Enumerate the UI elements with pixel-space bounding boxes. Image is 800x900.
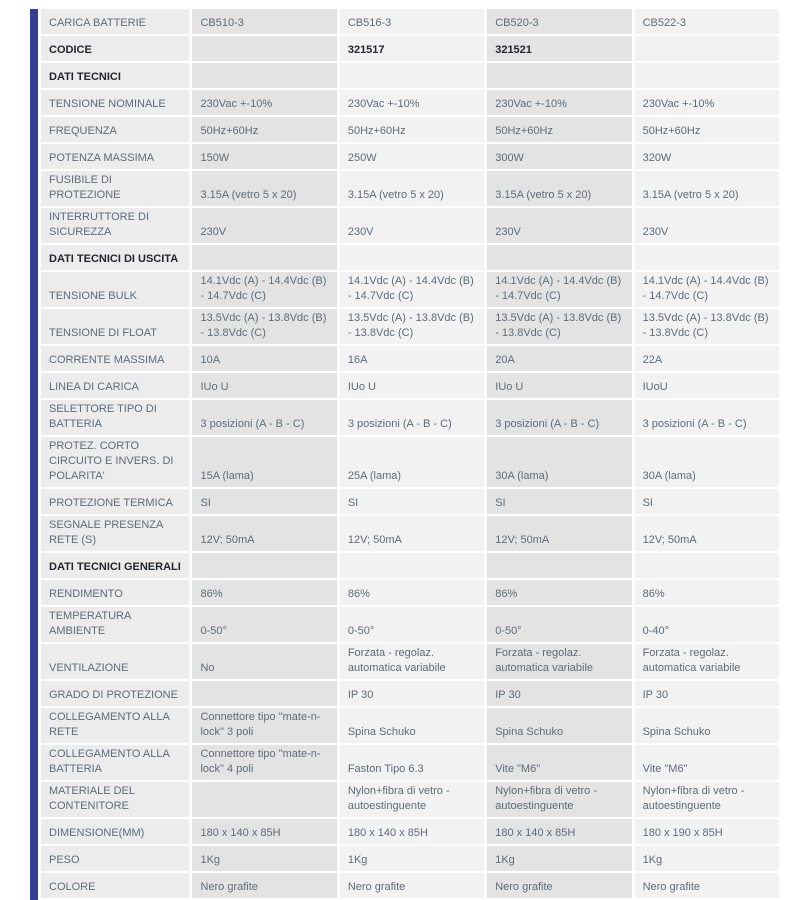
table-row — [41, 553, 779, 578]
spec-table-body — [41, 9, 779, 898]
value-cell — [192, 681, 336, 706]
value-cell: 0-50° — [340, 607, 484, 642]
value-cell — [192, 245, 336, 270]
value-cell: CB510-3 — [192, 9, 336, 34]
value-cell: 16A — [340, 346, 484, 371]
row-label: DIMENSIONE(MM) — [41, 819, 189, 844]
value-cell: 86% — [340, 580, 484, 605]
value-cell: 321517 — [340, 36, 484, 61]
table-row — [41, 245, 779, 270]
value-cell: 230Vac +-10% — [192, 90, 336, 115]
value-cell: IUo U — [340, 373, 484, 398]
value-cell: No — [192, 644, 336, 679]
row-label: CORRENTE MASSIMA — [41, 346, 189, 371]
value-cell: Nero grafite — [192, 873, 336, 898]
value-cell: IUo U — [192, 373, 336, 398]
accent-bar — [30, 9, 38, 900]
value-cell: 230V — [635, 208, 779, 243]
value-cell — [192, 553, 336, 578]
row-label: INTERRUTTORE DI SICUREZZA — [41, 208, 189, 243]
value-cell: 180 x 190 x 85H — [635, 819, 779, 844]
value-cell — [635, 36, 779, 61]
value-cell: 250W — [340, 144, 484, 169]
table-row — [41, 819, 779, 844]
value-cell — [487, 553, 631, 578]
value-cell: 22A — [635, 346, 779, 371]
value-cell: Spina Schuko — [340, 708, 484, 743]
row-label: LINEA DI CARICA — [41, 373, 189, 398]
value-cell: 180 x 140 x 85H — [340, 819, 484, 844]
table-row — [41, 36, 779, 61]
value-cell: 10A — [192, 346, 336, 371]
value-cell: 3.15A (vetro 5 x 20) — [340, 171, 484, 206]
value-cell — [340, 63, 484, 88]
value-cell: Faston Tipo 6.3 — [340, 745, 484, 780]
value-cell: CB516-3 — [340, 9, 484, 34]
value-cell: 1Kg — [340, 846, 484, 871]
value-cell: 0-50° — [487, 607, 631, 642]
value-cell: 1Kg — [635, 846, 779, 871]
row-label: MATERIALE DEL CONTENITORE — [41, 782, 189, 817]
value-cell: Forzata - regolaz. automatica variabile — [635, 644, 779, 679]
row-label: TEMPERATURA AMBIENTE — [41, 607, 189, 642]
value-cell: Connettore tipo "mate-n-lock" 3 poli — [192, 708, 336, 743]
table-row — [41, 708, 779, 743]
table-row — [41, 171, 779, 206]
value-cell: 230V — [487, 208, 631, 243]
value-cell — [487, 63, 631, 88]
value-cell: SI — [635, 489, 779, 514]
value-cell: 14.1Vdc (A) - 14.4Vdc (B) - 14.7Vdc (C) — [487, 272, 631, 307]
value-cell: 30A (lama) — [635, 437, 779, 487]
value-cell: 0-40° — [635, 607, 779, 642]
row-label: FREQUENZA — [41, 117, 189, 142]
value-cell: Forzata - regolaz. automatica variabile — [487, 644, 631, 679]
value-cell: Vite "M6" — [487, 745, 631, 780]
value-cell: 180 x 140 x 85H — [487, 819, 631, 844]
row-label: FUSIBILE DI PROTEZIONE — [41, 171, 189, 206]
value-cell: 300W — [487, 144, 631, 169]
value-cell: 86% — [635, 580, 779, 605]
row-label: COLORE — [41, 873, 189, 898]
value-cell: Forzata - regolaz. automatica variabile — [340, 644, 484, 679]
value-cell: 321521 — [487, 36, 631, 61]
value-cell: 12V; 50mA — [192, 516, 336, 551]
value-cell: 320W — [635, 144, 779, 169]
value-cell: SI — [487, 489, 631, 514]
value-cell: 230Vac +-10% — [487, 90, 631, 115]
row-label: CARICA BATTERIE — [41, 9, 189, 34]
value-cell: 50Hz+60Hz — [192, 117, 336, 142]
value-cell: 12V; 50mA — [340, 516, 484, 551]
value-cell — [192, 63, 336, 88]
row-label: GRADO DI PROTEZIONE — [41, 681, 189, 706]
value-cell: 13.5Vdc (A) - 13.8Vdc (B) - 13.8Vdc (C) — [340, 309, 484, 344]
table-row — [41, 873, 779, 898]
value-cell — [635, 63, 779, 88]
value-cell: Nero grafite — [340, 873, 484, 898]
value-cell: 180 x 140 x 85H — [192, 819, 336, 844]
value-cell: 50Hz+60Hz — [340, 117, 484, 142]
table-row — [41, 117, 779, 142]
value-cell: 3 posizioni (A - B - C) — [192, 400, 336, 435]
value-cell: Nylon+fibra di vetro - autoestinguente — [487, 782, 631, 817]
value-cell: Nero grafite — [635, 873, 779, 898]
table-row — [41, 580, 779, 605]
value-cell: Nero grafite — [487, 873, 631, 898]
value-cell: Spina Schuko — [635, 708, 779, 743]
row-label: PROTEZIONE TERMICA — [41, 489, 189, 514]
value-cell: 150W — [192, 144, 336, 169]
table-row — [41, 63, 779, 88]
value-cell: 13.5Vdc (A) - 13.8Vdc (B) - 13.8Vdc (C) — [635, 309, 779, 344]
value-cell: Spina Schuko — [487, 708, 631, 743]
table-row — [41, 681, 779, 706]
row-label: SEGNALE PRESENZA RETE (S) — [41, 516, 189, 551]
row-label: TENSIONE BULK — [41, 272, 189, 307]
table-row — [41, 400, 779, 435]
value-cell — [635, 553, 779, 578]
table-row — [41, 9, 779, 34]
value-cell: 25A (lama) — [340, 437, 484, 487]
value-cell: 13.5Vdc (A) - 13.8Vdc (B) - 13.8Vdc (C) — [487, 309, 631, 344]
value-cell: 3.15A (vetro 5 x 20) — [487, 171, 631, 206]
row-label: COLLEGAMENTO ALLA BATTERIA — [41, 745, 189, 780]
spec-table — [38, 7, 782, 900]
value-cell: SI — [192, 489, 336, 514]
row-label: DATI TECNICI DI USCITA — [41, 245, 189, 270]
value-cell: 20A — [487, 346, 631, 371]
table-row — [41, 90, 779, 115]
value-cell: 14.1Vdc (A) - 14.4Vdc (B) - 14.7Vdc (C) — [192, 272, 336, 307]
value-cell: 3 posizioni (A - B - C) — [487, 400, 631, 435]
value-cell: Vite "M6" — [635, 745, 779, 780]
value-cell: CB520-3 — [487, 9, 631, 34]
value-cell — [635, 245, 779, 270]
value-cell: 13.5Vdc (A) - 13.8Vdc (B) - 13.8Vdc (C) — [192, 309, 336, 344]
table-row — [41, 644, 779, 679]
row-label: TENSIONE NOMINALE — [41, 90, 189, 115]
value-cell: 15A (lama) — [192, 437, 336, 487]
table-row — [41, 516, 779, 551]
table-row — [41, 846, 779, 871]
table-row — [41, 272, 779, 307]
value-cell: Connettore tipo "mate-n-lock" 4 poli — [192, 745, 336, 780]
row-label: COLLEGAMENTO ALLA RETE — [41, 708, 189, 743]
value-cell: 230V — [340, 208, 484, 243]
value-cell: 1Kg — [487, 846, 631, 871]
table-row — [41, 346, 779, 371]
value-cell: 14.1Vdc (A) - 14.4Vdc (B) - 14.7Vdc (C) — [340, 272, 484, 307]
table-row — [41, 373, 779, 398]
value-cell: 3 posizioni (A - B - C) — [635, 400, 779, 435]
row-label: CODICE — [41, 36, 189, 61]
value-cell: 14.1Vdc (A) - 14.4Vdc (B) - 14.7Vdc (C) — [635, 272, 779, 307]
table-row — [41, 208, 779, 243]
value-cell: 12V; 50mA — [487, 516, 631, 551]
table-row — [41, 437, 779, 487]
value-cell: 12V; 50mA — [635, 516, 779, 551]
value-cell: IUoU — [635, 373, 779, 398]
value-cell: 1Kg — [192, 846, 336, 871]
value-cell: 3.15A (vetro 5 x 20) — [635, 171, 779, 206]
value-cell: 30A (lama) — [487, 437, 631, 487]
spec-sheet — [30, 9, 782, 900]
value-cell: 3.15A (vetro 5 x 20) — [192, 171, 336, 206]
value-cell: 230Vac +-10% — [340, 90, 484, 115]
value-cell: IUo U — [487, 373, 631, 398]
value-cell: IP 30 — [340, 681, 484, 706]
value-cell: 230Vac +-10% — [635, 90, 779, 115]
row-label: SELETTORE TIPO DI BATTERIA — [41, 400, 189, 435]
row-label: DATI TECNICI GENERALI — [41, 553, 189, 578]
value-cell — [487, 245, 631, 270]
table-row — [41, 489, 779, 514]
table-row — [41, 745, 779, 780]
table-row — [41, 607, 779, 642]
table-row — [41, 309, 779, 344]
table-row — [41, 144, 779, 169]
row-label: PROTEZ. CORTO CIRCUITO E INVERS. DI POLARITA' — [41, 437, 189, 487]
value-cell: IP 30 — [635, 681, 779, 706]
value-cell — [340, 553, 484, 578]
value-cell: SI — [340, 489, 484, 514]
value-cell: 50Hz+60Hz — [487, 117, 631, 142]
value-cell: 230V — [192, 208, 336, 243]
row-label: VENTILAZIONE — [41, 644, 189, 679]
row-label: DATI TECNICI — [41, 63, 189, 88]
row-label: PESO — [41, 846, 189, 871]
value-cell: 50Hz+60Hz — [635, 117, 779, 142]
value-cell: CB522-3 — [635, 9, 779, 34]
value-cell: 86% — [487, 580, 631, 605]
value-cell: Nylon+fibra di vetro - autoestinguente — [340, 782, 484, 817]
value-cell — [340, 245, 484, 270]
value-cell: 0-50° — [192, 607, 336, 642]
value-cell — [192, 36, 336, 61]
value-cell: Nylon+fibra di vetro - autoestinguente — [635, 782, 779, 817]
value-cell: 3 posizioni (A - B - C) — [340, 400, 484, 435]
row-label: RENDIMENTO — [41, 580, 189, 605]
value-cell: IP 30 — [487, 681, 631, 706]
row-label: POTENZA MASSIMA — [41, 144, 189, 169]
value-cell: 86% — [192, 580, 336, 605]
row-label: TENSIONE DI FLOAT — [41, 309, 189, 344]
